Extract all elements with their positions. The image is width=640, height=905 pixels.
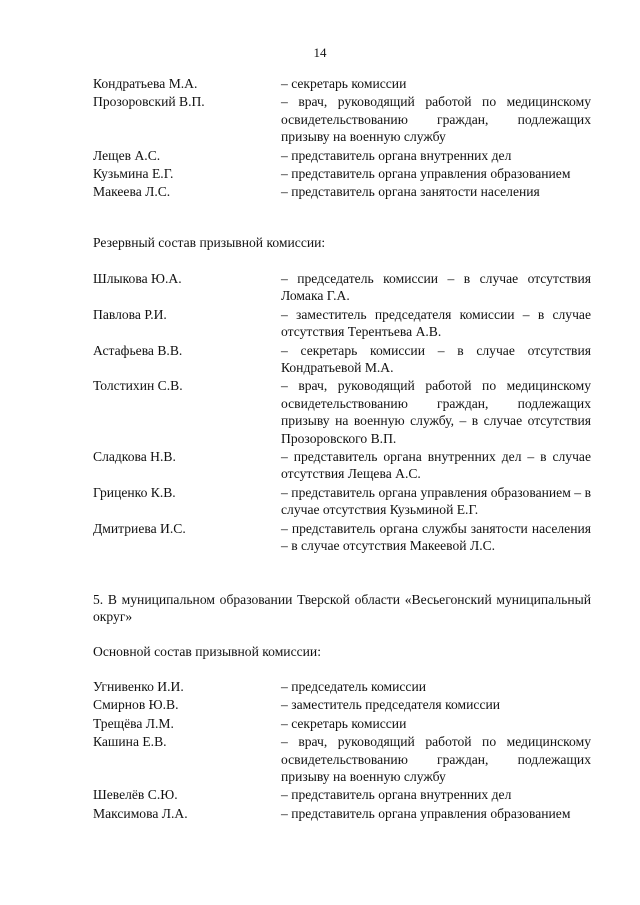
member-row [93,93,591,145]
member-row [93,165,591,182]
member-name: Лещев А.С. [93,147,161,163]
member-name: Кузьмина Е.Г. [93,166,174,182]
member-role: – представитель органа управления образованием [281,166,571,182]
member-row [93,805,591,822]
member-role: – заместитель председателя комиссии – в случае отсутствия Терентьева А.В. [281,306,591,340]
member-row [93,183,591,200]
member-role: – врач, руководящий работой по медицинскому освидетельствованию граждан, подлежащих призыву на военную службу [281,94,591,145]
member-name: Смирнов Ю.В. [93,697,179,713]
member-row [93,786,591,803]
member-name: Шевелёв С.Ю. [93,787,178,803]
member-role: – врач, руководящий работой по медицинскому освидетельствованию граждан, подлежащих призыву на военную службу, – в случае отсутствия Прозоровского В.П. [281,378,591,446]
member-role: – представитель органа занятости населения [281,184,540,200]
member-role: – представитель органа службы занятости населения – в случае отсутствия Макеевой Л.С. [281,520,591,554]
member-role: – представитель органа внутренних дел [281,147,512,163]
member-row [93,715,591,732]
member-name: Толстихин С.В. [93,378,183,394]
member-name: Прозоровский В.П. [93,94,205,110]
member-row [93,678,591,695]
member-role: – секретарь комиссии [281,715,407,731]
member-role: – секретарь комиссии [281,76,407,91]
member-name: Шлыкова Ю.А. [93,271,182,286]
member-row [93,696,591,713]
member-name: Угнивенко И.И. [93,679,184,694]
reserve-heading: Резервный состав призывной комиссии: [93,235,326,250]
member-name: Кашина Е.В. [93,734,167,750]
member-name: Трещёва Л.М. [93,715,174,731]
member-name: Гриценко К.В. [93,484,176,500]
main-composition-heading: Основной состав призывной комиссии: [93,644,321,659]
member-role: – представитель органа управления образованием – в случае отсутствия Кузьминой Е.Г. [281,484,591,518]
member-row [93,75,591,92]
member-role: – врач, руководящий работой по медицинскому освидетельствованию граждан, подлежащих призыву на военную службу [281,734,591,785]
member-row [93,733,591,785]
reserve-members-list [93,270,591,556]
member-role: – представитель органа управления образованием [281,805,571,821]
member-row [93,270,591,305]
member-role: – председатель комиссии – в случае отсутствия Ломака Г.А. [281,271,591,304]
member-name: Астафьева В.В. [93,342,183,358]
member-name: Максимова Л.А. [93,805,188,821]
member-row [93,448,591,483]
member-row [93,377,591,447]
member-row [93,147,591,164]
member-role: – представитель органа внутренних дел [281,787,512,803]
member-row [93,520,591,555]
commission-members-list [93,75,591,202]
member-name: Кондратьева М.А. [93,76,198,91]
member-role: – представитель органа внутренних дел – в случае отсутствия Лещева А.С. [281,449,591,482]
page-number: 14 [313,45,327,60]
section-5-heading: 5. В муниципальном образовании Тверской области «Весьегонский муниципальный округ» [93,592,591,625]
member-name: Макеева Л.С. [93,184,171,200]
member-name: Дмитриева И.С. [93,520,186,536]
member-name: Сладкова Н.В. [93,449,176,465]
member-name: Павлова Р.И. [93,306,167,322]
main-members-list [93,678,591,823]
member-role: – секретарь комиссии – в случае отсутствия Кондратьевой М.А. [281,342,591,376]
member-row [93,484,591,519]
member-role: – заместитель председателя комиссии [281,697,501,713]
member-row [93,342,591,377]
member-role: – председатель комиссии [281,679,426,694]
member-row [93,306,591,341]
